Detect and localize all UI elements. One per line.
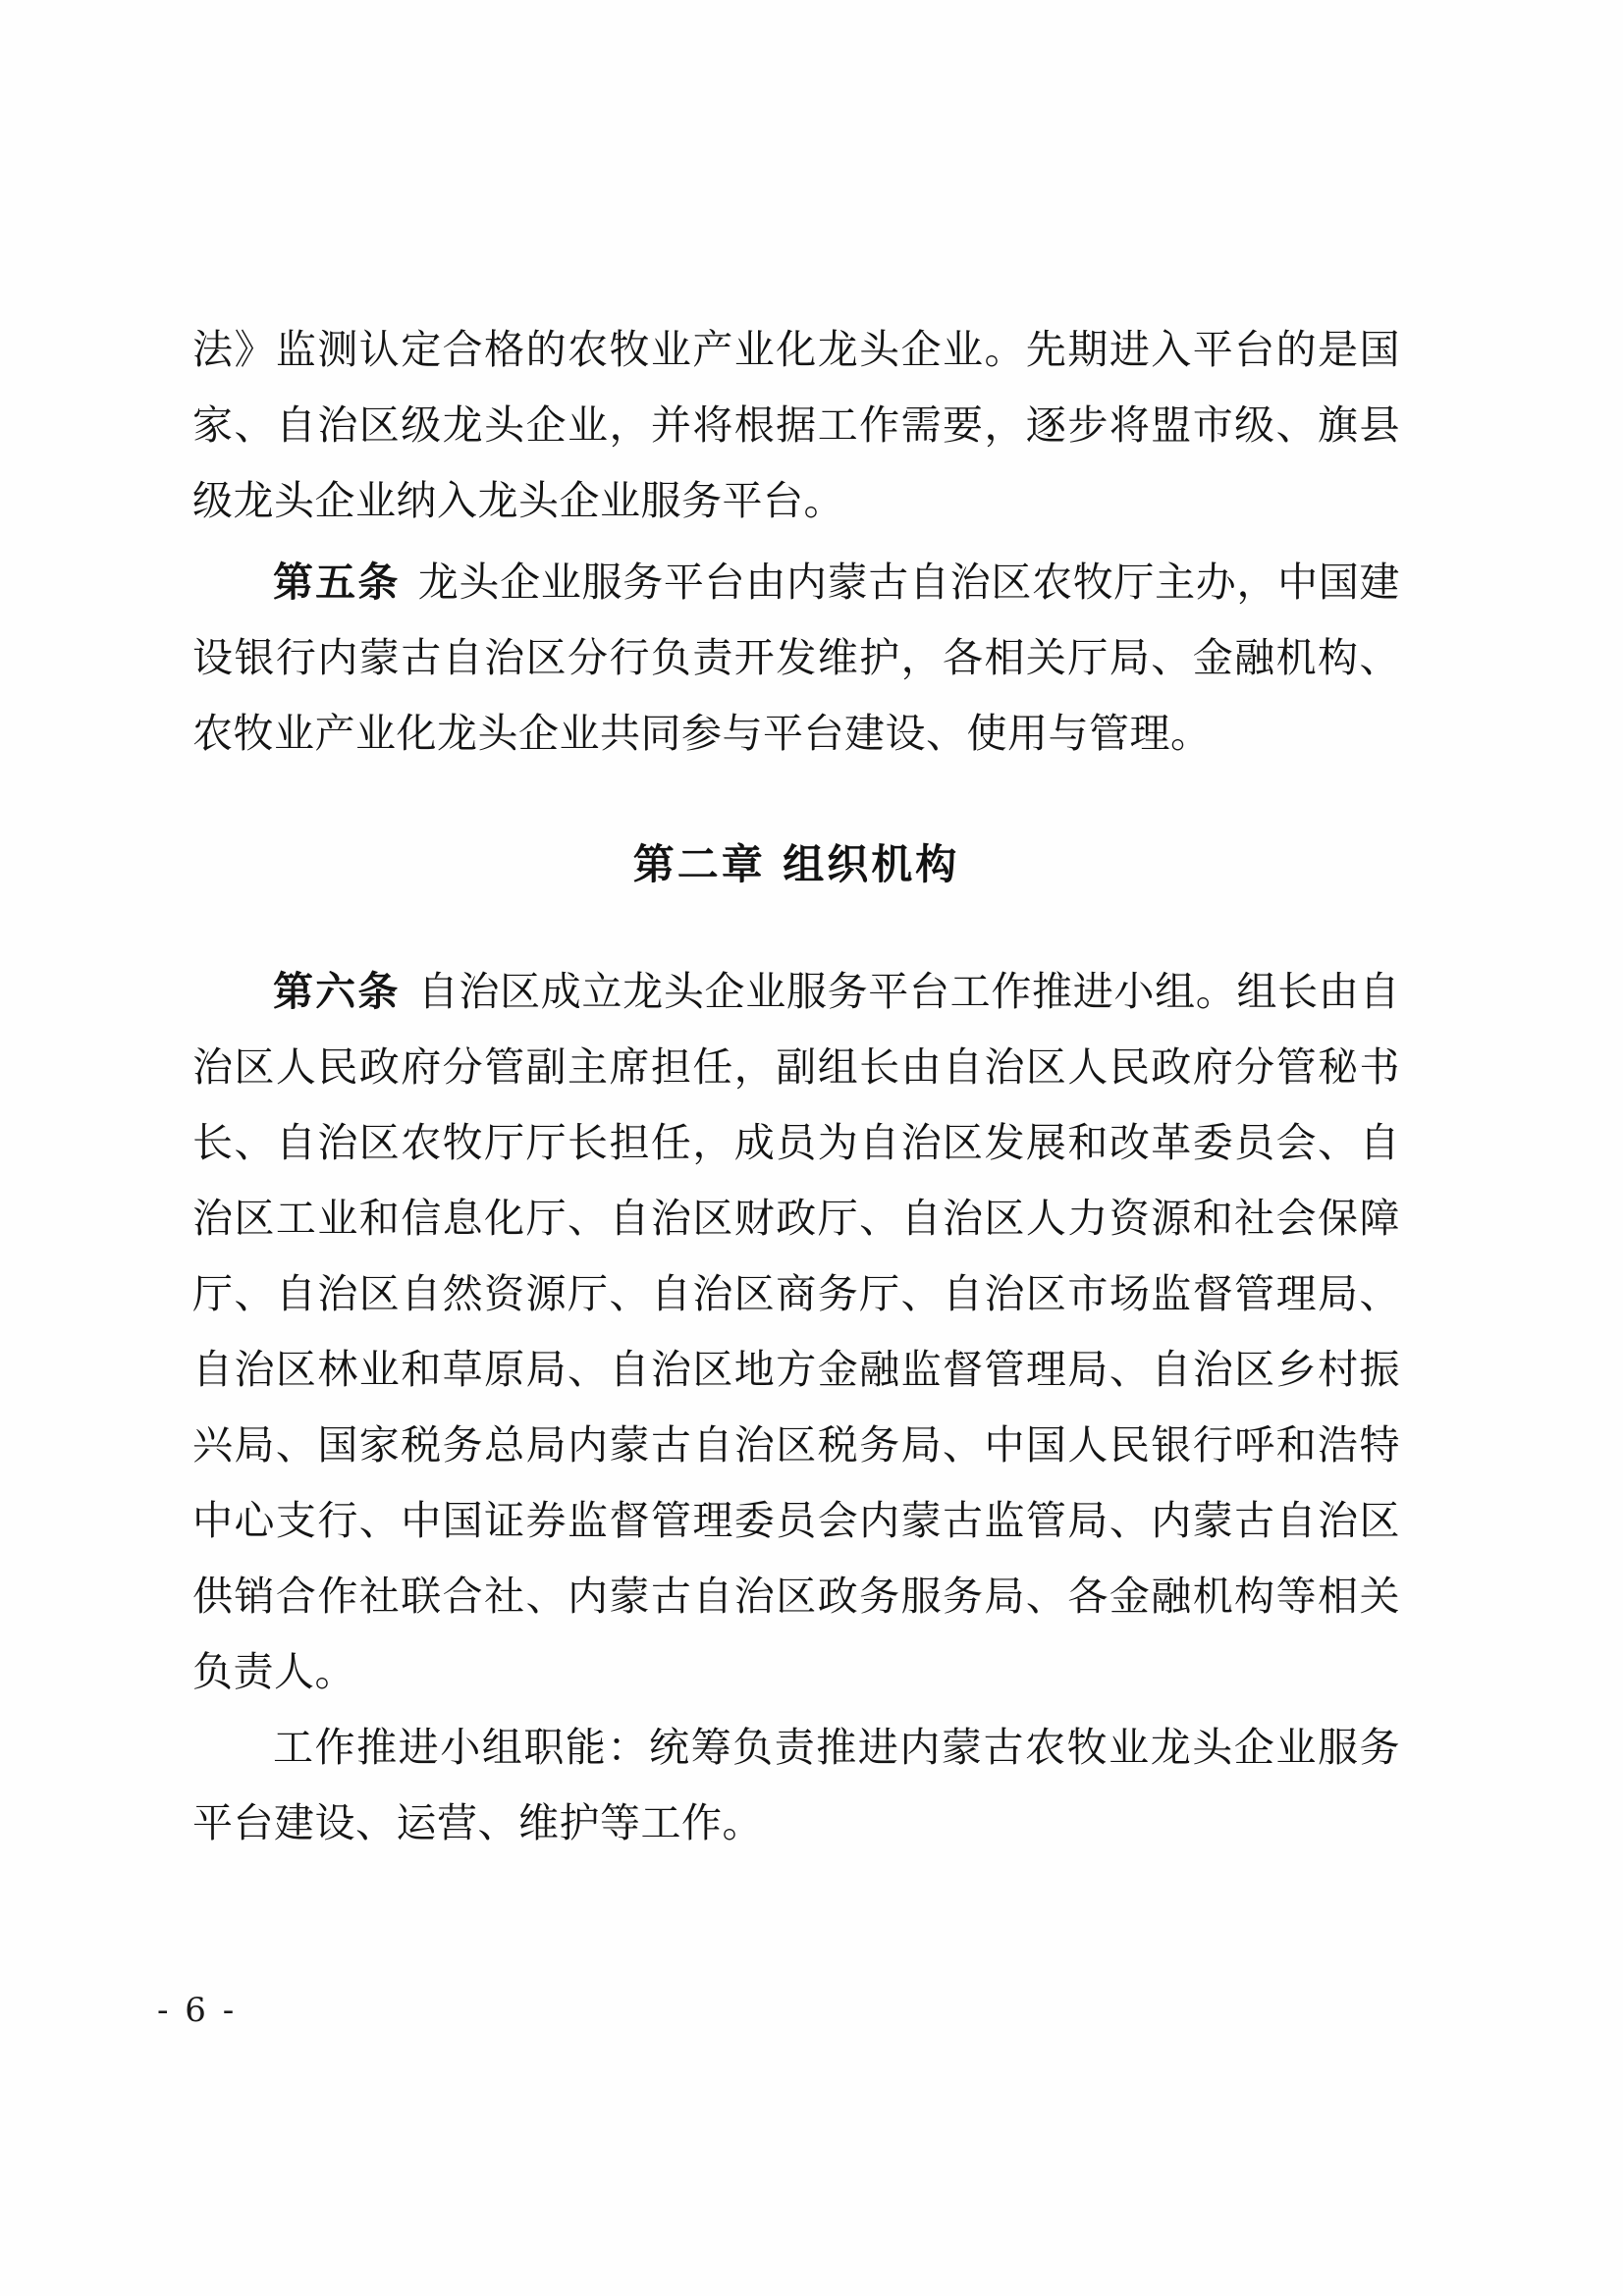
paragraph-article4-continued: 法》监测认定合格的农牧业产业化龙头企业。先期进入平台的是国家、自治区级龙头企业，并将根据工作需要，逐步将盟市级、旗县级龙头企业纳入龙头企业服务平台。: [192, 326, 1400, 524]
article-label-5: 第五条: [273, 559, 401, 606]
article-label-6: 第六条: [273, 968, 401, 1015]
article-text-6: 自治区成立龙头企业服务平台工作推进小组。组长由自治区人民政府分管副主席担任，副组长由自治区人民政府分管秘书长、自治区农牧厅厅长担任，成员为自治区发展和改革委员会、自治区工业和信息化厅、自治区财政厅、自治区人力资源和社会保障厅、自治区自然资源厅、自治区商务厅、自治区市场监督管理局、自治区林业和草原局、自治区地方金融监督管理局、自治区乡村振兴局、国家税务总局内蒙古自治区税务局、中国人民银行呼和浩特中心支行、中国证券监督管理委员会内蒙古监管局、内蒙古自治区供销合作社联合社、内蒙古自治区政务服务局、各金融机构等相关负责人。: [192, 968, 1401, 1695]
page-body: [192, 312, 1400, 1861]
article-text-5: 龙头企业服务平台由内蒙古自治区农牧厅主办，中国建设银行内蒙古自治区分行负责开发维护，各相关厅局、金融机构、农牧业产业化龙头企业共同参与平台建设、使用与管理。: [192, 559, 1401, 757]
chapter-heading: 第二章 组织机构: [632, 840, 960, 888]
paragraph-group-duties: 工作推进小组职能：统筹负责推进内蒙古农牧业龙头企业服务平台建设、运营、维护等工作。: [192, 1724, 1400, 1846]
paragraph-article5: [192, 545, 1400, 772]
page-number: - 6 -: [157, 1991, 238, 2030]
paragraph-article6: [192, 954, 1400, 1710]
